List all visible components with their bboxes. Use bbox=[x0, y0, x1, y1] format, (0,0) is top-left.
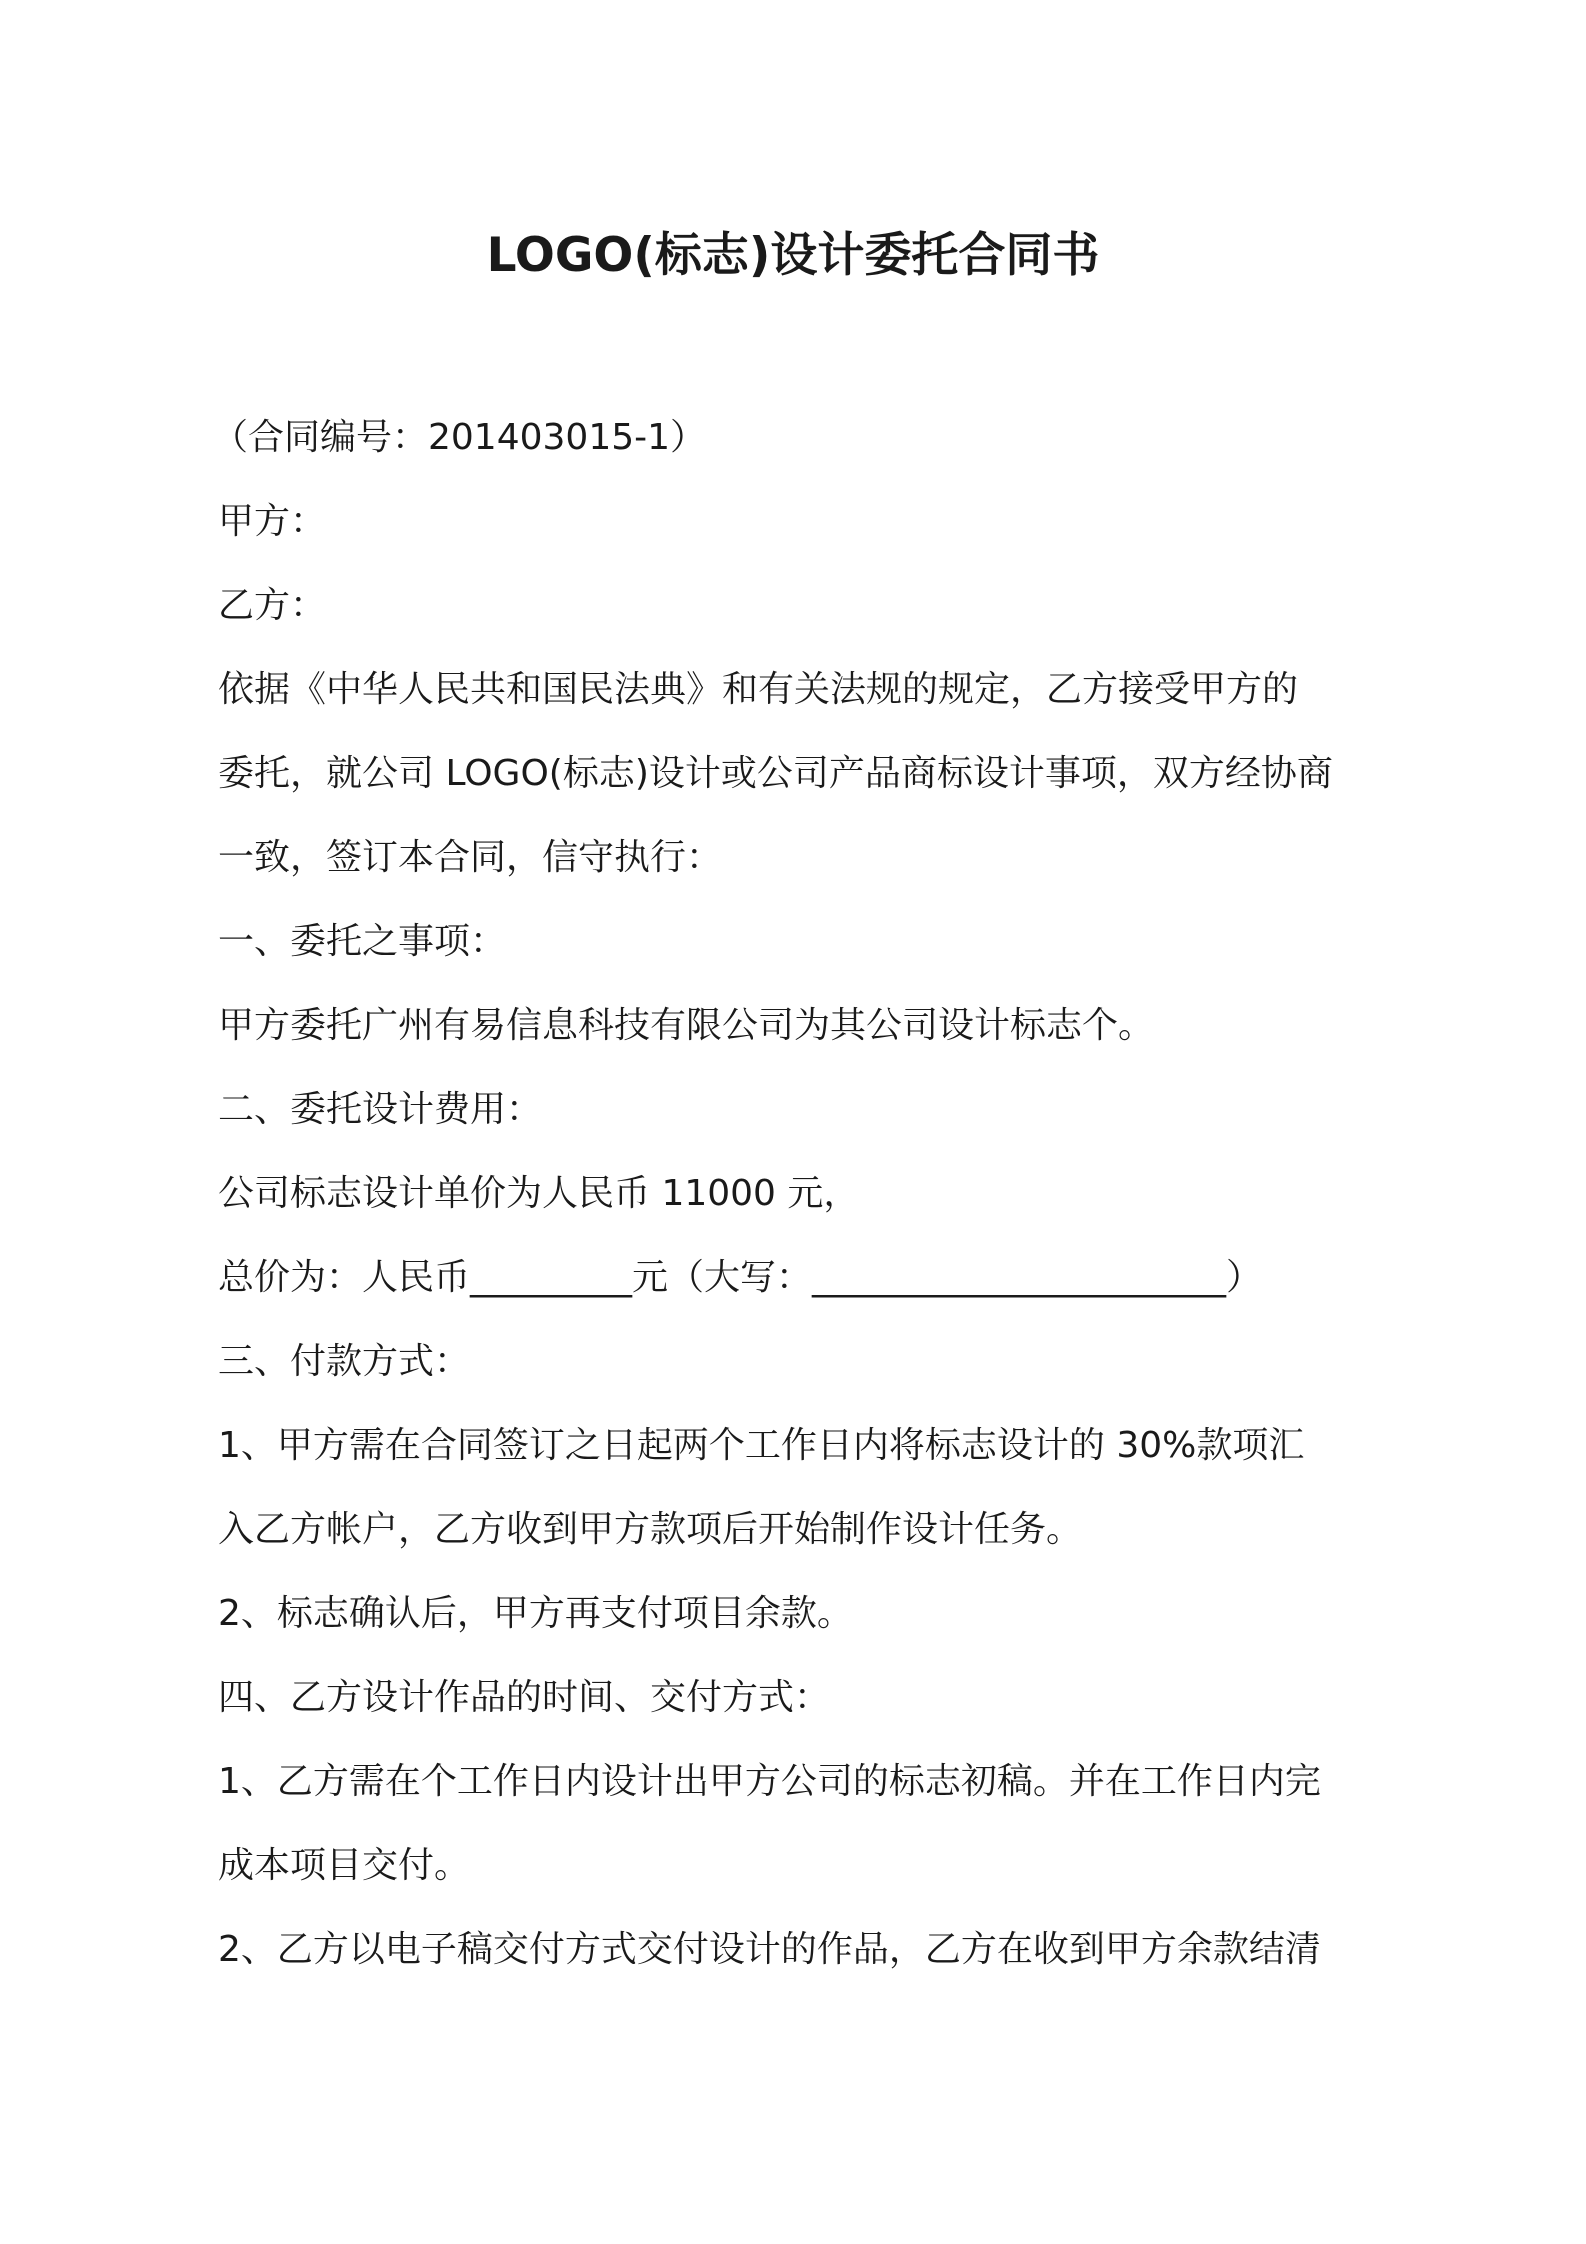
body-line: 甲方委托广州有易信息科技有限公司为其公司设计标志个。 bbox=[218, 1005, 1155, 1046]
body-line: 依据《中华人民共和国民法典》和有关法规的规定，乙方接受甲方的 bbox=[218, 669, 1299, 710]
body-line: 入乙方帐户，乙方收到甲方款项后开始制作设计任务。 bbox=[218, 1509, 1083, 1550]
body-line: 委托，就公司 LOGO(标志)设计或公司产品商标设计事项，双方经协商 bbox=[218, 753, 1333, 794]
section-heading-4: 四、乙方设计作品的时间、交付方式： bbox=[218, 1677, 831, 1718]
body-line: 2、乙方以电子稿交付方式交付设计的作品，乙方在收到甲方余款结清 bbox=[218, 1929, 1321, 1970]
section-heading-3: 三、付款方式： bbox=[218, 1341, 471, 1382]
body-line: 1、甲方需在合同签订之日起两个工作日内将标志设计的 30%款项汇 bbox=[218, 1425, 1305, 1466]
body-line: 公司标志设计单价为人民币 11000 元， bbox=[218, 1173, 860, 1214]
contract-number: （合同编号：201403015-1） bbox=[212, 417, 707, 458]
body-line: 成本项目交付。 bbox=[218, 1845, 471, 1886]
party-b-label: 乙方： bbox=[218, 585, 327, 626]
body-line: 1、乙方需在个工作日内设计出甲方公司的标志初稿。并在工作日内完 bbox=[218, 1761, 1321, 1802]
body-line: 2、标志确认后，甲方再支付项目余款。 bbox=[218, 1593, 853, 1634]
section-heading-1: 一、委托之事项： bbox=[218, 921, 507, 962]
document-title: LOGO(标志)设计委托合同书 bbox=[486, 228, 1100, 283]
total-price-line: 总价为：人民币_________元（大写：_______________________） bbox=[218, 1257, 1263, 1298]
body-line: 一致，签订本合同，信守执行： bbox=[218, 837, 723, 878]
party-a-label: 甲方： bbox=[218, 501, 327, 542]
section-heading-2: 二、委托设计费用： bbox=[218, 1089, 543, 1130]
